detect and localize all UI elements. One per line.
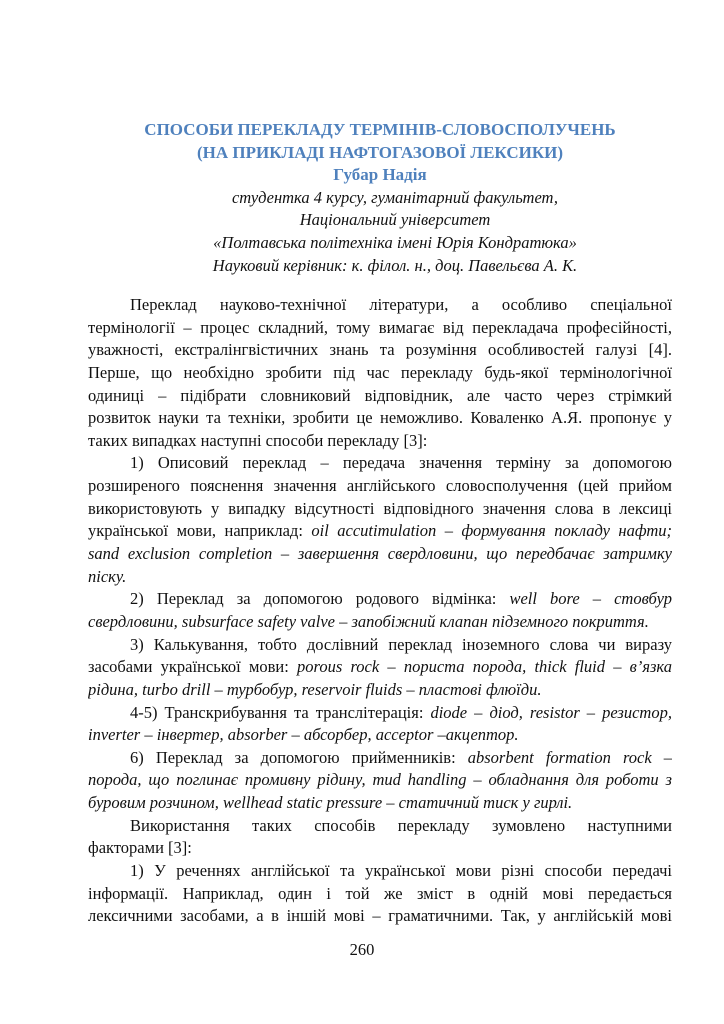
text-line xyxy=(88,588,672,611)
text-line xyxy=(88,724,672,747)
text-line xyxy=(88,317,672,340)
body-text: засобами української мови: xyxy=(88,657,298,677)
italic-term-text: порода, що поглинає промивну рідину, mud handling – обладнання для роботи з xyxy=(88,770,672,790)
italic-term-text: рідина, turbo drill – турбобур, reservoir fluids – пластові флюїди. xyxy=(88,679,542,699)
text-line xyxy=(88,611,672,634)
body-text: використовують у випадку відсутності відповідного значення слова в лексиці xyxy=(88,498,672,518)
article-title-line-1: СПОСОБИ ПЕРЕКЛАДУ ТЕРМІНІВ-СЛОВОСПОЛУЧЕНЬ xyxy=(144,120,616,139)
body-text: 1) У реченнях англійської та української мови різні способи передачі xyxy=(130,861,672,881)
text-line xyxy=(88,656,672,679)
body-text: таких випадках наступні способи перекладу [3]: xyxy=(88,430,428,450)
university-name-full: «Полтавська політехніка імені Юрія Кондратюка» xyxy=(213,232,577,252)
text-line xyxy=(88,634,672,657)
italic-term-text: oil accutimulation – формування покладу нафти; xyxy=(311,521,672,541)
body-text: розширеного пояснення значення англійського словосполучення (цей прийом xyxy=(88,476,672,496)
italic-term-text: буровим розчином, wellhead static pressure – статичний тиск у гирлі. xyxy=(88,793,573,813)
italic-term-text: inverter – інвертер, absorber – абсорбер, acceptor –акцептор. xyxy=(88,725,519,745)
paragraph xyxy=(88,702,672,747)
text-line xyxy=(88,566,672,589)
text-line xyxy=(88,452,672,475)
body-text: уважності, екстралінгвістичних знань та розуміння особливостей галузі [4]. xyxy=(88,340,672,360)
body-text: української мови, наприклад: xyxy=(88,521,312,541)
body-text: термінології – процес складний, тому вимагає від перекладача професійності, xyxy=(88,317,672,337)
text-line xyxy=(88,407,672,430)
body-text: 3) Калькування, тобто дослівний переклад іноземного слова чи виразу xyxy=(130,634,672,654)
page-number: 260 xyxy=(349,940,375,959)
author-affiliation: студентка 4 курсу, гуманітарний факультет, xyxy=(231,187,559,207)
paragraph xyxy=(88,452,672,588)
text-line xyxy=(88,815,672,838)
body-text: Переклад науково-технічної літератури, а особливо спеціальної xyxy=(130,295,672,314)
author-name: Губар Надія xyxy=(333,165,427,185)
italic-term-text: diode – діод, resistor – резистор, xyxy=(430,702,672,722)
body-text: 6) Переклад за допомогою прийменників: xyxy=(130,747,468,767)
text-line xyxy=(88,339,672,362)
body-text: Перше, що необхідно зробити під час перекладу будь-якої термінологічної xyxy=(88,362,672,382)
paragraph xyxy=(88,294,672,452)
text-line xyxy=(88,679,672,702)
body-text: 4-5) Транскрибування та транслітерація: xyxy=(130,702,431,722)
italic-term-text: porous rock – пориста порода, thick fluid – в’язка xyxy=(297,657,672,677)
article-header xyxy=(88,119,672,277)
text-line xyxy=(88,883,672,906)
text-line xyxy=(88,837,672,860)
text-line xyxy=(88,475,672,498)
paragraph xyxy=(88,588,672,633)
paragraph xyxy=(88,860,672,928)
body-text: Використання таких способів перекладу зумовлено наступними xyxy=(130,815,672,835)
text-line xyxy=(88,430,672,453)
text-line xyxy=(88,385,672,408)
text-line xyxy=(88,702,672,725)
text-line xyxy=(88,294,672,317)
article-body xyxy=(88,294,672,928)
supervisor: Науковий керівник: к. філол. н., доц. Павельєва А. К. xyxy=(212,255,578,275)
university-name: Національний університет xyxy=(299,210,491,230)
italic-term-text: sand exclusion completion – завершення свердловини, що передбачає затримку xyxy=(88,544,672,564)
italic-term-text: absorbent formation rock – xyxy=(467,747,672,767)
body-text: факторами [3]: xyxy=(88,838,192,858)
italic-term-text: піску. xyxy=(88,566,127,586)
text-line xyxy=(88,520,672,543)
italic-term-text: well bore – стовбур xyxy=(509,589,672,609)
text-line xyxy=(88,498,672,521)
text-line xyxy=(88,747,672,770)
paragraph xyxy=(88,815,672,860)
body-text: 1) Описовий переклад – передача значення терміну за допомогою xyxy=(130,453,672,473)
body-text: одиниці – підібрати словниковий відповідник, але часто через стрімкий xyxy=(88,385,672,405)
paragraph xyxy=(88,747,672,815)
italic-term-text: свердловини, subsurface safety valve – запобіжний клапан підземного покриття. xyxy=(88,611,649,631)
text-line xyxy=(88,905,672,928)
text-line xyxy=(88,792,672,815)
text-line xyxy=(88,543,672,566)
body-text: лексичними засобами, а в іншій мові – граматичними. Так, у англійській мові xyxy=(88,906,672,926)
article-title-line-2: (НА ПРИКЛАДІ НАФТОГАЗОВОЇ ЛЕКСИКИ) xyxy=(196,142,564,162)
paragraph xyxy=(88,634,672,702)
text-line xyxy=(88,362,672,385)
text-line xyxy=(88,860,672,883)
body-text: інформації. Наприклад, один і той же зміст в одній мові передається xyxy=(88,883,672,903)
text-line xyxy=(88,769,672,792)
body-text: розвиток науки та техніки, зробити це неможливо. Коваленко А.Я. пропонує у xyxy=(88,408,672,428)
body-text: 2) Переклад за допомогою родового відмінка: xyxy=(130,589,510,609)
